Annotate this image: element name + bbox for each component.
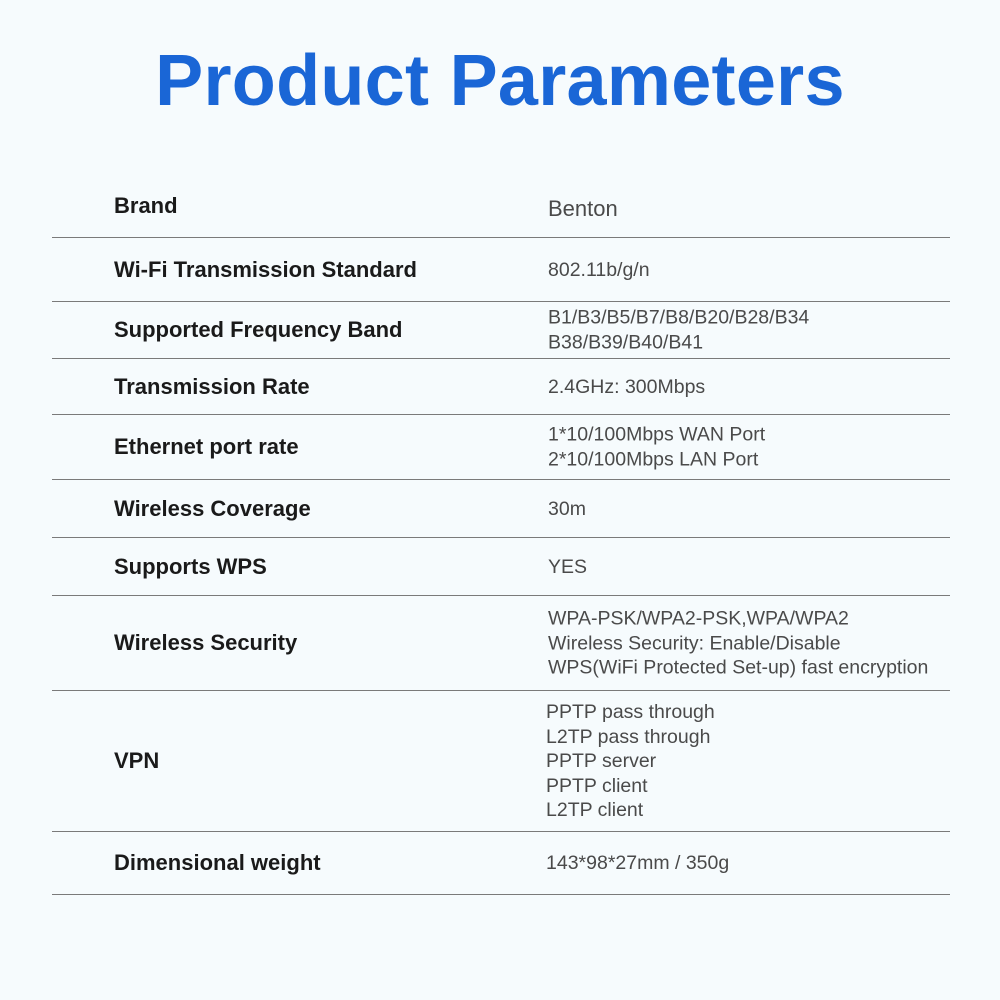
spec-value-line: 2.4GHz: 300Mbps [548, 375, 706, 398]
spec-label: Brand [114, 192, 178, 218]
spec-value-line: YES [548, 555, 588, 578]
spec-table [52, 180, 950, 895]
spec-row-dimensional-weight [52, 832, 950, 895]
spec-row-frequency-band [52, 302, 950, 359]
spec-row-wireless-coverage [52, 480, 950, 538]
spec-value-line: WPS(WiFi Protected Set-up) fast encryption [548, 656, 929, 679]
spec-value [548, 196, 618, 221]
spec-value [548, 606, 928, 680]
spec-value [548, 554, 587, 579]
spec-value [546, 851, 729, 876]
spec-value-line: 2*10/100Mbps LAN Port [548, 448, 759, 470]
spec-value-line: 1*10/100Mbps WAN Port [548, 423, 766, 446]
spec-label: Dimensional weight [114, 850, 321, 875]
spec-label: Supports WPS [114, 553, 267, 579]
spec-label: Wi-Fi Transmission Standard [114, 256, 417, 282]
spec-value-line: B1/B3/B5/B7/B8/B20/B28/B34 [548, 306, 810, 329]
spec-value-line: WPA-PSK/WPA2-PSK,WPA/WPA2 [548, 607, 849, 630]
spec-label: Supported Frequency Band [114, 317, 403, 342]
spec-value [548, 423, 765, 472]
spec-value [548, 306, 809, 355]
spec-value-line: 143*98*27mm / 350g [546, 851, 730, 874]
spec-row-transmission-rate [52, 359, 950, 415]
spec-value-line: 802.11b/g/n [548, 258, 650, 281]
spec-value-line: L2TP client [546, 798, 644, 821]
spec-value-line: PPTP client [546, 774, 648, 797]
spec-row-vpn [52, 691, 950, 832]
spec-row-brand [52, 180, 950, 238]
spec-label: Wireless Coverage [114, 495, 311, 521]
spec-label: Transmission Rate [114, 373, 310, 399]
spec-label: VPN [114, 748, 160, 773]
spec-row-wifi-standard [52, 238, 950, 302]
spec-value-line: 30m [548, 497, 586, 520]
spec-label: Ethernet port rate [114, 434, 299, 459]
spec-value-line: PPTP server [546, 749, 657, 772]
spec-row-wps [52, 538, 950, 596]
spec-value [546, 700, 715, 823]
spec-value-line: Benton [548, 195, 618, 221]
spec-value [548, 257, 650, 282]
spec-value-line: L2TP pass through [546, 725, 711, 748]
spec-value [548, 496, 586, 521]
page-title: Product Parameters [155, 41, 845, 121]
spec-label: Wireless Security [114, 630, 298, 655]
spec-value-line: Wireless Security: Enable/Disable [548, 631, 841, 654]
spec-row-wireless-security [52, 596, 950, 691]
spec-row-ethernet-rate [52, 415, 950, 480]
spec-value-line: B38/B39/B40/B41 [548, 331, 704, 353]
spec-value [548, 374, 705, 399]
spec-value-line: PPTP pass through [546, 700, 715, 723]
